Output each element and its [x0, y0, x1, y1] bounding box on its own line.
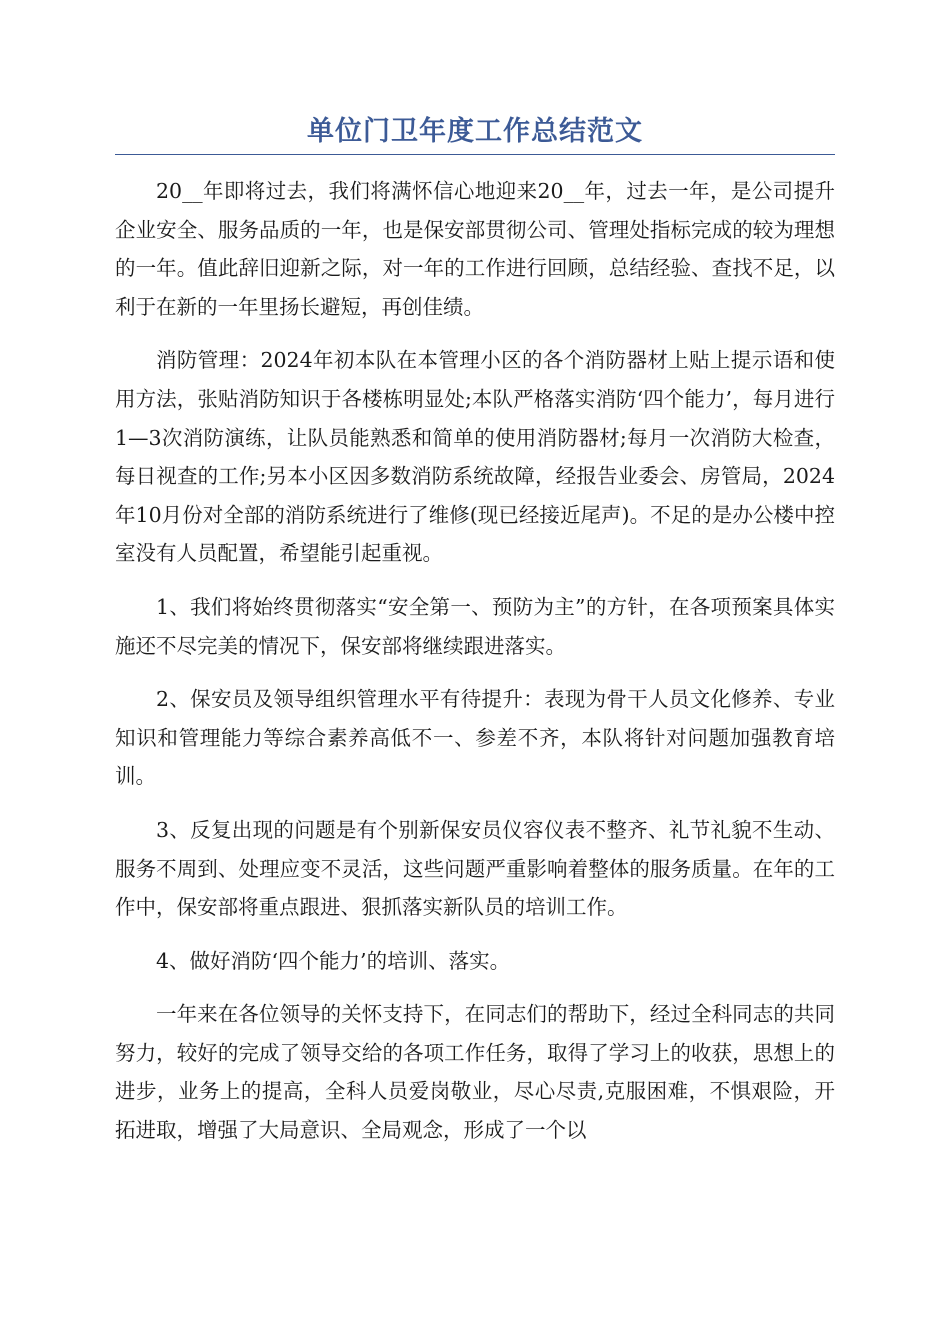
paragraph-fire-management: 消防管理：2024年初本队在本管理小区的各个消防器材上贴上提示语和使用方法，张贴消防知识于各楼栋明显处;本队严格落实消防‘四个能力’，每月进行1—3次消防演练，让队员能熟悉和简单的使用消防器材;每月一次消防大检查，每日视查的工作;另本小区因多数消防系统故障，经报告业委会、房管局，2024年10月份对全部的消防系统进行了维修(现已经接近尾声)。不足的是办公楼中控室没有人员配置，希望能引起重视。: [115, 348, 835, 566]
paragraph-item-2: 2、保安员及领导组织管理水平有待提升：表现为骨干人员文化修养、专业知识和管理能力等综合素养高低不一、参差不齐，本队将针对问题加强教育培训。: [115, 687, 835, 789]
paragraph-item-3: 3、反复出现的问题是有个别新保安员仪容仪表不整齐、礼节礼貌不生动、服务不周到、处理应变不灵活，这些问题严重影响着整体的服务质量。在年的工作中，保安部将重点跟进、狠抓落实新队员的培训工作。: [115, 817, 835, 920]
page-title: 单位门卫年度工作总结范文: [307, 116, 643, 147]
paragraph-conclusion: 一年来在各位领导的关怀支持下，在同志们的帮助下，经过全科同志的共同努力，较好的完成了领导交给的各项工作任务，取得了学习上的收获，思想上的进步，业务上的提高，全科人员爱岗敬业，尽心尽责,克服困难，不惧艰险，开拓进取，增强了大局意识、全局观念，形成了一个以: [115, 1002, 835, 1143]
document-body: [115, 172, 835, 1165]
paragraph-item-4: 4、做好消防‘四个能力’的培训、落实。: [156, 948, 511, 973]
title-underline: [115, 154, 835, 155]
paragraph-intro: 20__年即将过去，我们将满怀信心地迎来20__年，过去一年，是公司提升企业安全、服务品质的一年，也是保安部贯彻公司、管理处指标完成的较为理想的一年。值此辞旧迎新之际，对一年的工作进行回顾，总结经验、查找不足，以利于在新的一年里扬长避短，再创佳绩。: [115, 179, 835, 319]
paragraph-item-1: 1、我们将始终贯彻落实“安全第一、预防为主”的方针，在各项预案具体实施还不尽完美的情况下，保安部将继续跟进落实。: [115, 594, 835, 658]
